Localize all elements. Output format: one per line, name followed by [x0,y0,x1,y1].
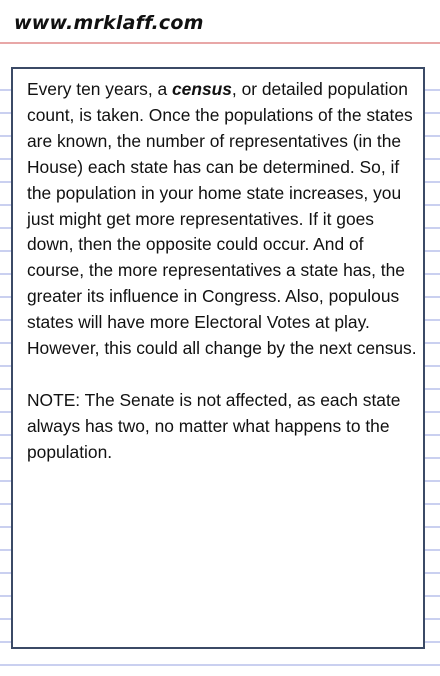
paragraph-census-body: , or detailed population count, is taken. Once the populations of the states are known, the number of representatives (in the House) each state has can be determined. So, if the population in your home state increases, you just might get more representatives. If it goes down, then the opposite could occur. And of course, the more representatives a state has, the greater its influence in Congress. Also, populous states will have more Electoral Votes at play. However, this could all change by the next census. [27,79,417,359]
site-url-header: www.mrklaff.com [14,12,204,34]
paragraph-census-intro: Every ten years, a [27,79,172,99]
paragraph-census [27,77,417,362]
term-census: census [171,79,232,99]
card-body [27,77,417,466]
text-card [11,67,425,649]
paragraph-senate-note: NOTE: The Senate is not affected, as each state always has two, no matter what happens to the population. [27,389,401,462]
